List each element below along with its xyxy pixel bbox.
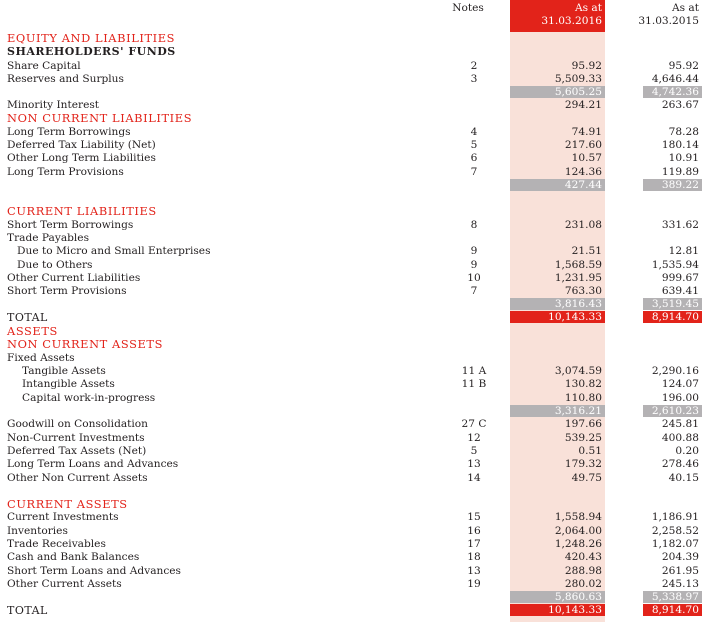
row-label: Inventories	[7, 525, 68, 537]
row-label: Trade Payables	[7, 232, 90, 244]
value-2016: 10,143.33	[510, 311, 605, 323]
value-2016: 539.25	[564, 432, 602, 444]
value-2016: 1,558.94	[554, 511, 602, 523]
statement-row	[0, 378, 706, 391]
statement-row	[0, 591, 706, 604]
value-2016: 21.51	[571, 245, 602, 257]
value-2016: 10.57	[571, 152, 602, 164]
row-note-ref: 13	[467, 458, 481, 470]
value-2015: 245.13	[661, 578, 699, 590]
row-label: Fixed Assets	[7, 352, 75, 364]
statement-row	[0, 418, 706, 431]
column-header-2015-line1: As at	[671, 2, 699, 14]
row-label: EQUITY AND LIABILITIES	[7, 31, 176, 45]
row-label: Non-Current Investments	[7, 432, 145, 444]
statement-row	[0, 205, 706, 218]
row-label: Current Investments	[7, 511, 119, 523]
row-note-ref: 4	[470, 126, 478, 138]
statement-row	[0, 405, 706, 418]
statement-row	[0, 139, 706, 152]
statement-row	[0, 472, 706, 485]
value-2016: 3,816.43	[510, 298, 605, 310]
statement-row	[0, 32, 706, 45]
value-2015: 639.41	[661, 285, 699, 297]
row-label: Long Term Loans and Advances	[7, 458, 179, 470]
statement-row	[0, 219, 706, 232]
value-2016: 280.02	[564, 578, 602, 590]
value-2016: 217.60	[564, 139, 602, 151]
value-2016: 95.92	[571, 60, 602, 72]
value-2015: 10.91	[668, 152, 699, 164]
statement-row	[0, 45, 706, 58]
value-2015: 2,610.23	[643, 405, 702, 417]
value-2015: 1,535.94	[651, 259, 699, 271]
row-note-ref: 10	[467, 272, 481, 284]
value-2016: 5,605.25	[510, 86, 605, 98]
row-label: Intangible Assets	[22, 378, 115, 390]
column-header-2015-line2: 31.03.2015	[638, 15, 699, 27]
value-2016: 5,860.63	[510, 591, 605, 603]
row-label: NON CURRENT ASSETS	[7, 337, 164, 351]
row-note-ref: 16	[467, 525, 481, 537]
row-label: Due to Others	[17, 259, 93, 271]
value-2016: 294.21	[564, 99, 602, 111]
row-label: Tangible Assets	[22, 365, 106, 377]
statement-row	[0, 578, 706, 591]
row-note-ref: 15	[467, 511, 481, 523]
statement-row	[0, 298, 706, 311]
value-2015: 999.67	[661, 272, 699, 284]
row-label: Short Term Loans and Advances	[7, 565, 181, 577]
statement-row	[0, 245, 706, 258]
statement-row	[0, 551, 706, 564]
value-2015: 196.00	[661, 392, 699, 404]
value-2015: 278.46	[661, 458, 699, 470]
row-label: Reserves and Surplus	[7, 73, 124, 85]
row-note-ref: 12	[467, 432, 481, 444]
row-label: SHAREHOLDERS' FUNDS	[7, 45, 176, 58]
value-2015: 2,290.16	[651, 365, 699, 377]
statement-row	[0, 445, 706, 458]
row-note-ref: 3	[470, 73, 478, 85]
row-note-ref: 5	[470, 139, 478, 151]
row-note-ref: 14	[467, 472, 481, 484]
row-label: Other Current Assets	[7, 578, 122, 590]
value-2015: 124.07	[661, 378, 699, 390]
value-2016: 763.30	[564, 285, 602, 297]
statement-row	[0, 126, 706, 139]
value-2015: 245.81	[661, 418, 699, 430]
statement-row	[0, 112, 706, 125]
row-note-ref: 19	[467, 578, 481, 590]
row-note-ref: 17	[467, 538, 481, 550]
statement-row	[0, 565, 706, 578]
value-2015: 40.15	[668, 472, 699, 484]
row-label: CURRENT LIABILITIES	[7, 204, 157, 218]
row-note-ref: 9	[470, 259, 478, 271]
row-note-ref: 2	[470, 60, 478, 72]
value-2016: 1,248.26	[554, 538, 602, 550]
row-label: Short Term Borrowings	[7, 219, 134, 231]
notes-column-header: Notes	[452, 2, 484, 14]
value-2016: 124.36	[564, 166, 602, 178]
statement-row	[0, 179, 706, 192]
row-label: Deferred Tax Liability (Net)	[7, 139, 156, 151]
row-note-ref: 18	[467, 551, 481, 563]
value-2015: 1,186.91	[651, 511, 699, 523]
value-2015: 2,258.52	[651, 525, 699, 537]
row-label: Short Term Provisions	[7, 285, 127, 297]
row-label: Cash and Bank Balances	[7, 551, 140, 563]
column-header-2016-line1: As at	[574, 2, 602, 14]
value-2015: 331.62	[661, 219, 699, 231]
statement-row	[0, 86, 706, 99]
row-label: Other Non Current Assets	[7, 472, 148, 484]
value-2016: 427.44	[510, 179, 605, 191]
value-2015: 0.20	[675, 445, 699, 457]
statement-row	[0, 285, 706, 298]
column-header-2016-line2: 31.03.2016	[541, 15, 602, 27]
value-2016: 197.66	[564, 418, 602, 430]
statement-row	[0, 538, 706, 551]
value-2016: 3,074.59	[554, 365, 602, 377]
value-2015: 8,914.70	[643, 604, 702, 616]
value-2015: 12.81	[668, 245, 699, 257]
value-2016: 110.80	[564, 392, 602, 404]
statement-row	[0, 232, 706, 245]
value-2016: 0.51	[578, 445, 602, 457]
value-2015: 5,338.97	[643, 591, 702, 603]
value-2015: 119.89	[661, 166, 699, 178]
statement-row	[0, 352, 706, 365]
statement-row	[0, 511, 706, 524]
value-2016: 49.75	[571, 472, 602, 484]
row-label: Due to Micro and Small Enterprises	[17, 245, 211, 257]
value-2016: 231.08	[564, 219, 602, 231]
row-label: TOTAL	[7, 604, 48, 617]
row-label: Capital work-in-progress	[22, 392, 156, 404]
row-label: Minority Interest	[7, 99, 100, 111]
statement-row	[0, 432, 706, 445]
statement-row	[0, 166, 706, 179]
row-label: Other Current Liabilities	[7, 272, 141, 284]
column-header-2015	[612, 2, 699, 28]
row-note-ref: 7	[470, 285, 478, 297]
statement-row	[0, 604, 706, 617]
row-note-ref: 6	[470, 152, 478, 164]
row-note-ref: 9	[470, 245, 478, 257]
row-label: Goodwill on Consolidation	[7, 418, 149, 430]
row-note-ref: 7	[470, 166, 478, 178]
value-2016: 179.32	[564, 458, 602, 470]
row-note-ref: 5	[470, 445, 478, 457]
row-label: CURRENT ASSETS	[7, 497, 128, 511]
column-header-2016	[510, 2, 602, 28]
value-2016: 3,316.21	[510, 405, 605, 417]
value-2015: 4,646.44	[651, 73, 699, 85]
statement-row	[0, 392, 706, 405]
row-label: Long Term Borrowings	[7, 126, 131, 138]
value-2015: 389.22	[643, 179, 702, 191]
value-2015: 4,742.36	[643, 86, 702, 98]
statement-row	[0, 458, 706, 471]
row-label: ASSETS	[7, 324, 58, 338]
value-2015: 204.39	[661, 551, 699, 563]
row-note-ref: 8	[470, 219, 478, 231]
value-2016: 1,231.95	[554, 272, 602, 284]
value-2016: 420.43	[564, 551, 602, 563]
statement-row	[0, 259, 706, 272]
value-2015: 263.67	[661, 99, 699, 111]
row-label: Long Term Provisions	[7, 166, 124, 178]
row-label: Share Capital	[7, 60, 81, 72]
statement-row	[0, 365, 706, 378]
row-label: NON CURRENT LIABILITIES	[7, 111, 193, 125]
row-note-ref: 11 A	[461, 365, 487, 377]
value-2016: 1,568.59	[554, 259, 602, 271]
value-2016: 288.98	[564, 565, 602, 577]
value-2015: 3,519.45	[643, 298, 702, 310]
statement-row	[0, 60, 706, 73]
value-2016: 10,143.33	[510, 604, 605, 616]
statement-row	[0, 272, 706, 285]
statement-row	[0, 338, 706, 351]
statement-row	[0, 525, 706, 538]
row-label: Other Long Term Liabilities	[7, 152, 156, 164]
value-2016: 74.91	[571, 126, 602, 138]
row-note-ref: 11 B	[461, 378, 487, 390]
value-2016: 5,509.33	[554, 73, 602, 85]
row-label: Trade Receivables	[7, 538, 106, 550]
statement-row	[0, 73, 706, 86]
row-note-ref: 27 C	[461, 418, 487, 430]
value-2016: 130.82	[564, 378, 602, 390]
statement-row	[0, 152, 706, 165]
value-2015: 8,914.70	[643, 311, 702, 323]
value-2016: 2,064.00	[554, 525, 602, 537]
row-label: TOTAL	[7, 311, 48, 324]
row-note-ref: 13	[467, 565, 481, 577]
statement-row	[0, 311, 706, 324]
statement-row	[0, 498, 706, 511]
value-2015: 400.88	[661, 432, 699, 444]
value-2015: 180.14	[661, 139, 699, 151]
row-label: Deferred Tax Assets (Net)	[7, 445, 147, 457]
value-2015: 1,182.07	[651, 538, 699, 550]
value-2015: 261.95	[661, 565, 699, 577]
value-2015: 95.92	[668, 60, 699, 72]
value-2015: 78.28	[668, 126, 699, 138]
